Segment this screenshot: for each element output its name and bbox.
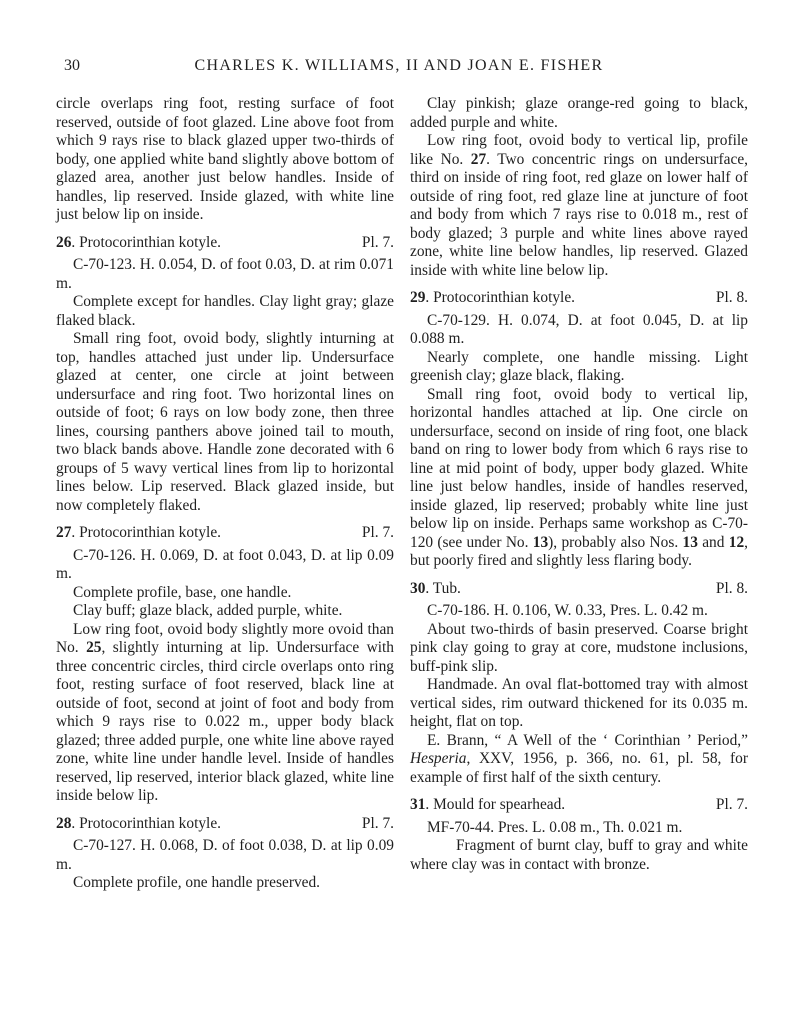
entry-number: 26 [56, 233, 72, 251]
catalog-line: C-70-126. H. 0.069, D. at foot 0.043, D. at lip 0.09 m. [56, 546, 394, 582]
entry-title: . Mould for spearhead. [425, 796, 566, 813]
left-column [56, 95, 394, 893]
entry-number: 29 [410, 289, 426, 306]
entry-heading-26 [56, 234, 394, 253]
catalog-line: C-70-127. H. 0.068, D. of foot 0.038, D. at lip 0.09 m. [56, 837, 394, 873]
plate-reference: Pl. 7. [361, 524, 394, 541]
description-paragraph: Small ring foot, ovoid body to vertical lip, horizontal handles attached at lip. One circle on undersurface, second on inside of ring foot, one black band on ring to lower body from which 6 rays rise to line at mid point of body, upper body glazed. White line just below handles, inside of handles reserved, inside glazed, lip reserved; probably white line just below lip on inside. Perhaps same workshop as C-70-120 (see under No. 13), probably also Nos. 13 and 12, but poorly fired and slightly less flaring body. [410, 385, 748, 569]
description-paragraph: Low ring foot, ovoid body slightly more ovoid than No. 25, slightly inturning at lip. Undersurface with three concentric circles, third circle overlaps onto ring foot, resting surface of foot reserved, black line at outside of foot, second at joint of foot and body from which 9 rays rise to 0.022 m., upper body black glazed; three added purple, one white line above rayed zone, white line under handle level. Inside of handles reserved, lip reserved, interior black glazed, white line inside below lip. [56, 620, 394, 804]
page-number: 30 [64, 57, 80, 74]
condition-line: Nearly complete, one handle missing. Light greenish clay; glaze black, flaking. [410, 348, 748, 384]
entry-number: 30 [410, 579, 426, 597]
entry-label [56, 234, 221, 253]
condition-line: Complete profile, one handle preserved. [73, 874, 321, 891]
running-title: CHARLES K. WILLIAMS, II AND JOAN E. FISHER [194, 57, 604, 74]
entry-title: . Tub. [425, 579, 461, 597]
clay-line: Clay pinkish; glaze orange-red going to black, added purple and white. [410, 95, 748, 131]
plate-reference: Pl. 7. [361, 233, 394, 251]
continuation-paragraph: circle overlaps ring foot, resting surface of foot reserved, outside of foot glazed. Line above foot from which 9 rays rise to black glazed upper two-thirds of body, one applied white band slightly above bottom of glazed area, another just below handles. Inside of handles, lip reserved. Inside glazed, with white line just below lip on inside. [56, 95, 394, 223]
reference-paragraph: E. Brann, “ A Well of the ‘ Corinthian ’ Period,” Hesperia, XXV, 1956, p. 366, no. 61, pl. 58, for example of first half of the sixth century. [410, 731, 748, 786]
entry-heading-31 [410, 796, 748, 815]
entry-label [56, 524, 221, 543]
clay-line: Clay buff; glaze black, added purple, white. [73, 602, 343, 619]
catalog-line: C-70-186. H. 0.106, W. 0.33, Pres. L. 0.42 m. [427, 602, 708, 619]
catalog-line: C-70-129. H. 0.074, D. at foot 0.045, D. at lip 0.088 m. [410, 311, 748, 347]
entry-number: 27 [56, 524, 72, 541]
entry-heading-28 [56, 815, 394, 834]
description-paragraph: Small ring foot, ovoid body, slightly inturning at top, handles attached just under lip. Undersurface glazed at center, one circle at joint between undersurface and ring foot. Two horizontal lines on outside of foot; 6 rays on low body zone, then three lines, coursing panthers above joined tail to mouth, two black bands above. Handle zone decorated with 6 groups of 5 wavy vertical lines from lip to horizontal lines below. Lip reserved. Black glazed inside, but now completely flaked. [56, 330, 394, 514]
entry-heading-30 [410, 580, 748, 599]
entry-label [410, 796, 565, 815]
condition-line: Complete profile, base, one handle. [73, 583, 292, 601]
entry-number: 28 [56, 814, 72, 832]
catalog-line: MF-70-44. Pres. L. 0.08 m., Th. 0.021 m. [427, 818, 683, 836]
plate-reference: Pl. 8. [715, 289, 748, 306]
entry-number: 31 [410, 796, 426, 813]
entry-label [410, 289, 575, 308]
entry-label [56, 815, 221, 834]
plate-reference: Pl. 8. [715, 579, 748, 597]
entry-title: . Protocorinthian kotyle. [71, 524, 221, 541]
entry-title: . Protocorinthian kotyle. [71, 233, 221, 251]
description-paragraph: Low ring foot, ovoid body to vertical lip, profile like No. 27. Two concentric rings on undersurface, third on inside of ring foot, red glaze on lower half of outside of ring foot, red glaze line at juncture of foot and body from which 7 rays rise to 0.018 m., rest of body glazed; 3 purple and white lines above rayed zone, white line below handles, lip reserved. Glazed inside with white line below lip. [410, 132, 748, 279]
condition-line: Complete except for handles. Clay light gray; glaze flaked black. [56, 293, 394, 329]
entry-heading-27 [56, 524, 394, 543]
condition-line: About two-thirds of basin preserved. Coarse bright pink clay going to gray at core, mudstone inclusions, buff-pink slip. [410, 620, 748, 675]
description-paragraph: Handmade. An oval flat-bottomed tray with almost vertical sides, rim outward thickened for its 0.035 m. height, flat on top. [410, 676, 748, 730]
right-column [410, 95, 748, 874]
catalog-line: C-70-123. H. 0.054, D. of foot 0.03, D. at rim 0.071 m. [56, 256, 394, 292]
plate-reference: Pl. 7. [361, 814, 394, 832]
plate-reference: Pl. 7. [715, 796, 748, 813]
entry-title: . Protocorinthian kotyle. [425, 289, 575, 306]
entry-label [410, 580, 461, 599]
entry-heading-29 [410, 289, 748, 308]
entry-title: . Protocorinthian kotyle. [71, 814, 221, 832]
description-paragraph: Fragment of burnt clay, buff to gray and white where clay was in contact with bronze. [410, 837, 748, 873]
